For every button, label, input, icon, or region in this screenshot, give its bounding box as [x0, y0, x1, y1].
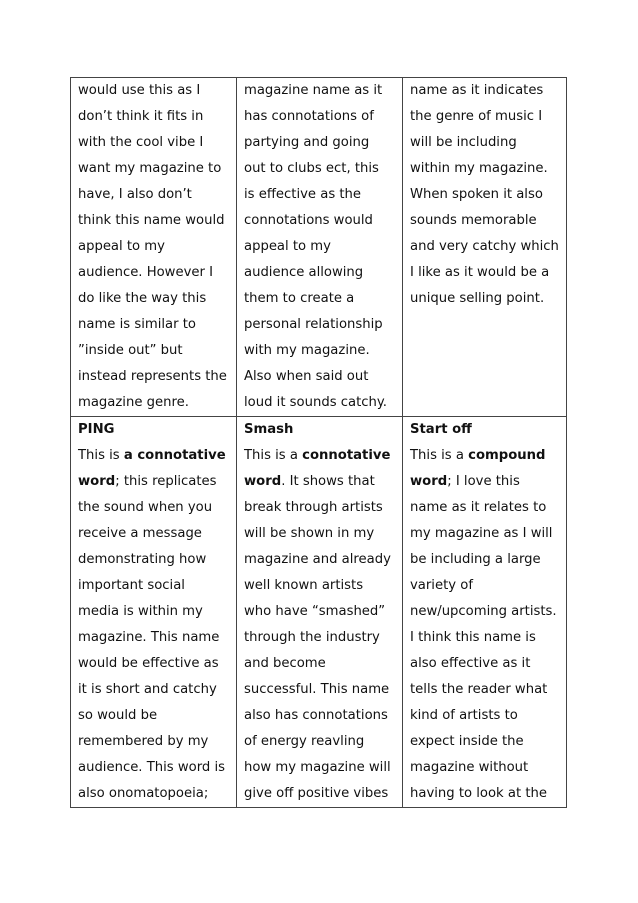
text-line: so would be: [78, 708, 158, 723]
intro-line: This is a connotative: [244, 448, 391, 463]
text-line: also onomatopoeia;: [78, 786, 209, 801]
text-line: unique selling point.: [410, 291, 545, 306]
text-line: and very catchy which: [410, 239, 559, 254]
text-line: media is within my: [78, 604, 203, 619]
text-line: receive a message: [78, 526, 202, 541]
text-line: will be including: [410, 135, 517, 150]
text-line: also effective as it: [410, 656, 531, 671]
text-line: well known artists: [244, 578, 364, 593]
text-line: magazine and already: [244, 552, 391, 567]
text-line: tells the reader what: [410, 682, 548, 697]
term-line: word; this replicates: [78, 474, 217, 489]
text-line: demonstrating how: [78, 552, 207, 567]
text-line: personal relationship: [244, 317, 383, 332]
text-line: I think this name is: [410, 630, 536, 645]
body-lines: [410, 495, 566, 807]
cell-row1-col1: [71, 78, 237, 417]
text-line: within my magazine.: [410, 161, 548, 176]
cell-row1-col2: [237, 78, 403, 417]
text-line: name as it relates to: [410, 500, 547, 515]
text-line: think this name would: [78, 213, 225, 228]
text-line: name as it indicates: [410, 83, 544, 98]
text-line: break through artists: [244, 500, 383, 515]
body-lines: [78, 495, 236, 807]
text-line: remembered by my: [78, 734, 209, 749]
text-line: successful. This name: [244, 682, 390, 697]
text-line: audience. However I: [78, 265, 213, 280]
text-line: instead represents the: [78, 369, 227, 384]
text-line: how my magazine will: [244, 760, 391, 775]
text-line: don’t think it fits in: [78, 109, 204, 124]
text-line: be including a large: [410, 552, 541, 567]
text-line: magazine genre.: [78, 395, 189, 410]
text-line: appeal to my: [78, 239, 165, 254]
text-line: has connotations of: [244, 109, 374, 124]
text-line: I like as it would be a: [410, 265, 550, 280]
intro-line: This is a connotative: [78, 448, 226, 463]
text-line: want my magazine to: [78, 161, 222, 176]
text-line: also has connotations: [244, 708, 388, 723]
cell-start-off: [403, 417, 567, 808]
text-line: partying and going: [244, 135, 370, 150]
text-line: ”inside out” but: [78, 343, 183, 358]
text-line: and become: [244, 656, 326, 671]
term-line: word; I love this: [410, 474, 520, 489]
text-line: audience. This word is: [78, 760, 225, 775]
text-line: with my magazine.: [244, 343, 370, 358]
text-line: connotations would: [244, 213, 373, 228]
text-line: through the industry: [244, 630, 380, 645]
text-line: the genre of music I: [410, 109, 543, 124]
text-line: have, I also don’t: [78, 187, 192, 202]
cell-ping: [71, 417, 237, 808]
text-line: having to look at the: [410, 786, 547, 801]
text-line: appeal to my: [244, 239, 331, 254]
body-lines: [244, 495, 402, 807]
text-line: When spoken it also: [410, 187, 543, 202]
text-line: it is short and catchy: [78, 682, 217, 697]
name-title: Smash: [244, 422, 294, 437]
text-line: new/upcoming artists.: [410, 604, 557, 619]
table-row: [71, 78, 567, 417]
names-table: [70, 77, 567, 808]
text-line: important social: [78, 578, 185, 593]
text-line: would use this as I: [78, 83, 201, 98]
term-line: word. It shows that: [244, 474, 375, 489]
name-title: PING: [78, 422, 115, 437]
text-line: variety of: [410, 578, 473, 593]
text-line: with the cool vibe I: [78, 135, 204, 150]
text-line: give off positive vibes: [244, 786, 389, 801]
text-line: magazine. This name: [78, 630, 220, 645]
text-line: my magazine as I will: [410, 526, 553, 541]
text-line: of energy reavling: [244, 734, 365, 749]
text-line: kind of artists to: [410, 708, 518, 723]
intro-line: This is a compound: [410, 448, 546, 463]
text-line: is effective as the: [244, 187, 362, 202]
text-line: magazine without: [410, 760, 529, 775]
text-line: loud it sounds catchy.: [244, 395, 387, 410]
text-line: them to create a: [244, 291, 355, 306]
text-line: would be effective as: [78, 656, 219, 671]
text-line: expect inside the: [410, 734, 524, 749]
table-row: [71, 417, 567, 808]
text-line: will be shown in my: [244, 526, 375, 541]
text-line: who have “smashed”: [244, 604, 386, 619]
text-line: name is similar to: [78, 317, 196, 332]
text-line: magazine name as it: [244, 83, 383, 98]
text-line: sounds memorable: [410, 213, 537, 228]
text-line: out to clubs ect, this: [244, 161, 379, 176]
text-line: the sound when you: [78, 500, 213, 515]
name-title: Start off: [410, 422, 472, 437]
cell-smash: [237, 417, 403, 808]
text-line: do like the way this: [78, 291, 207, 306]
cell-row1-col3: [403, 78, 567, 417]
text-line: Also when said out: [244, 369, 369, 384]
text-line: audience allowing: [244, 265, 364, 280]
